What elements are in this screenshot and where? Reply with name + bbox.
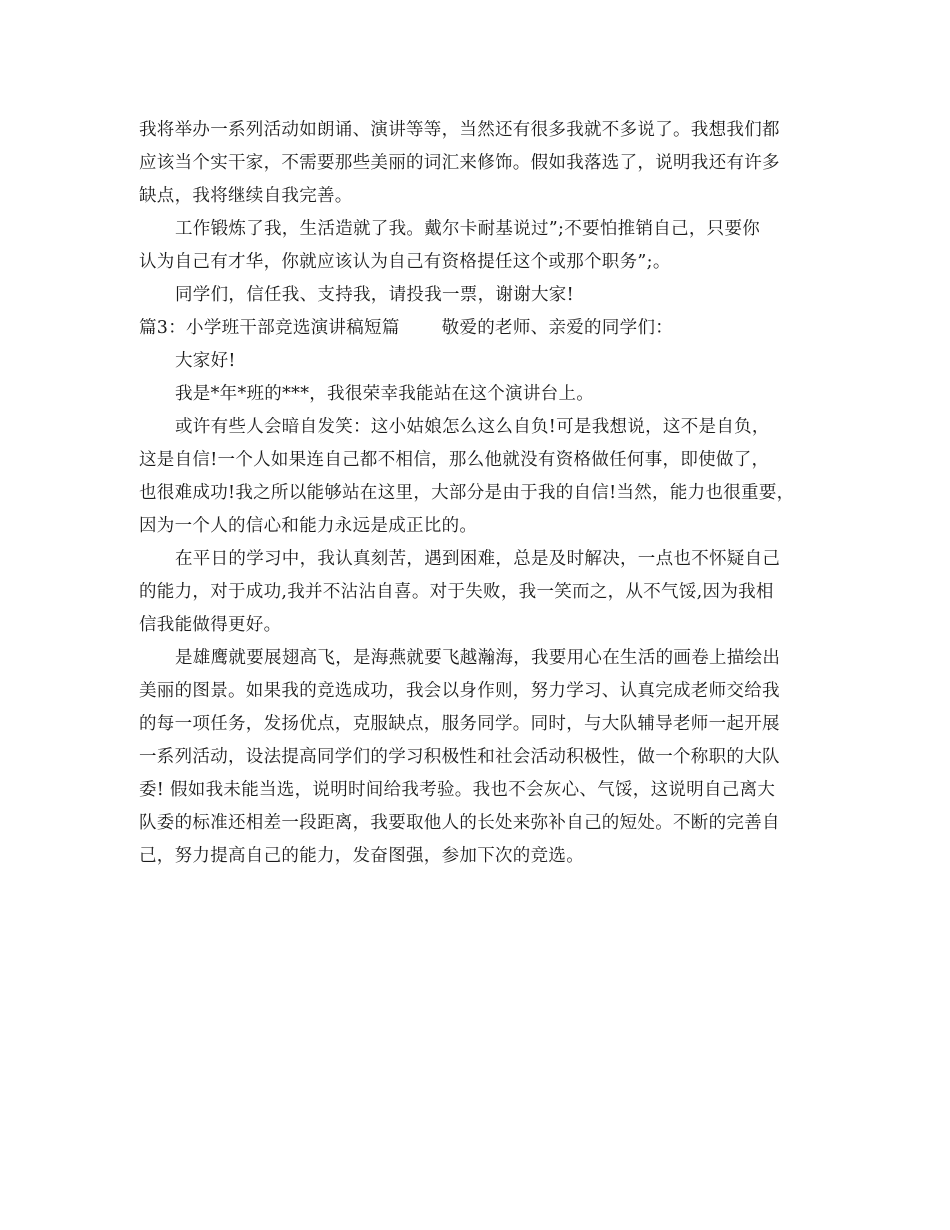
text-line: 队委的标准还相差一段距离，我要取他人的长处来弥补自己的短处。不断的完善自 (139, 813, 780, 833)
text-line: 缺点，我将继续自我完善。 (139, 186, 353, 206)
text-line: 美丽的图景。如果我的竞选成功，我会以身作则，努力学习、认真完成老师交给我 (139, 681, 780, 701)
paragraph-start-line: 同学们，信任我、支持我，请投我一票，谢谢大家! (175, 285, 574, 305)
text-line: 己，努力提高自己的能力，发奋图强，参加下次的竞选。 (139, 846, 584, 866)
text-line: 的能力，对于成功,我并不沾沾自喜。对于失败，我一笑而之，从不气馁,因为我相 (139, 582, 774, 602)
paragraph-start-line: 在平日的学习中，我认真刻苦，遇到困难，总是及时解决，一点也不怀疑自己 (175, 549, 781, 569)
text-line: 这是自信!一个人如果连自己都不相信，那么他就没有资格做任何事，即使做了， (139, 450, 770, 470)
text-line: 信我能做得更好。 (139, 615, 282, 635)
paragraph-start-line: 或许有些人会暗自发笑：这小姑娘怎么这么自负!可是我想说，这不是自负， (175, 417, 770, 437)
document-body (139, 114, 824, 873)
paragraph-start-line: 我是*年*班的***，我很荣幸我能站在这个演讲台上。 (175, 384, 595, 404)
text-line: 委! 假如我未能当选，说明时间给我考验。我也不会灰心、气馁，这说明自己离大 (139, 780, 776, 800)
paragraph-start-line: 是雄鹰就要展翅高飞，是海燕就要飞越瀚海，我要用心在生活的画卷上描绘出 (175, 648, 781, 668)
greeting-line: 大家好! (175, 351, 236, 371)
salutation: 敬爱的老师、亲爱的同学们： (441, 318, 674, 338)
text-line: 因为一个人的信心和能力永远是成正比的。 (139, 516, 478, 536)
text-line: 我将举办一系列活动如朗诵、演讲等等，当然还有很多我就不多说了。我想我们都 (139, 120, 780, 140)
paragraph-start-line: 工作锻炼了我，生活造就了我。戴尔卡耐基说过”;不要怕推销自己，只要你 (175, 219, 761, 239)
text-line: 一系列活动，设法提高同学们的学习积极性和社会活动积极性，做一个称职的大队 (139, 747, 780, 767)
text-line: 应该当个实干家，不需要那些美丽的词汇来修饰。假如我落选了，说明我还有许多 (139, 153, 780, 173)
section-heading: 篇3：小学班干部竞选演讲稿短篇 (139, 318, 400, 338)
text-line: 也很难成功!我之所以能够站在这里，大部分是由于我的自信!当然，能力也很重要， (139, 483, 795, 503)
section-heading-row (139, 312, 824, 345)
text-line: 认为自己有才华，你就应该认为自己有资格提任这个或那个职务”;。 (139, 252, 671, 272)
text-line: 的每一项任务，发扬优点，克服缺点，服务同学。同时，与大队辅导老师一起开展 (139, 714, 780, 734)
